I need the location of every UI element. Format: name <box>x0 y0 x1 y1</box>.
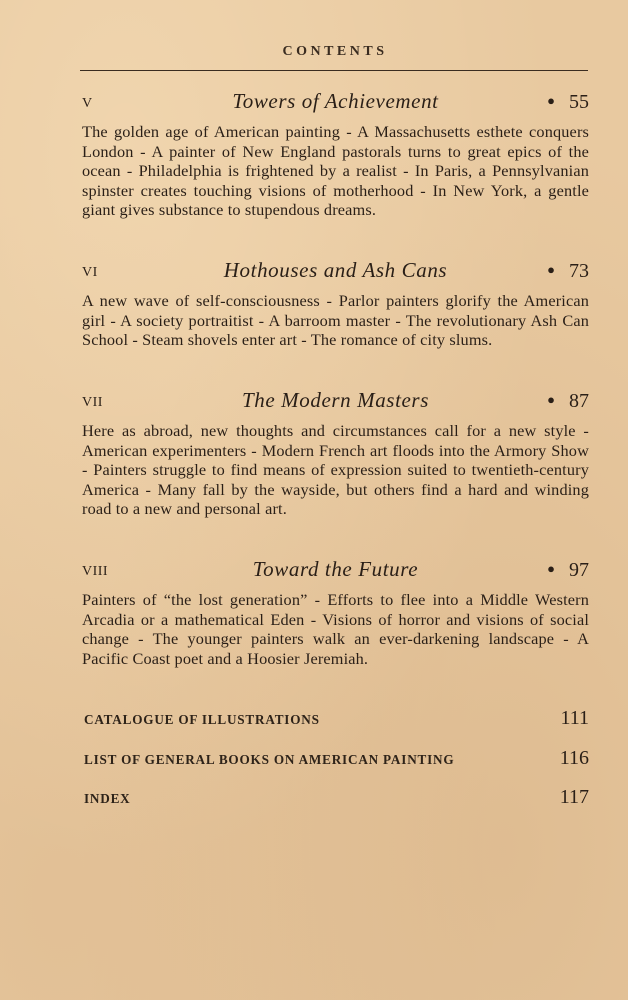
toc-entry-book-list <box>84 746 589 770</box>
chapter-numeral: VI <box>82 265 98 280</box>
chapter-title: Hothouses and Ash Cans <box>223 258 448 282</box>
bullet-icon: ● <box>547 93 555 108</box>
chapter-heading <box>82 88 589 114</box>
bullet-icon: ● <box>547 561 555 576</box>
chapter-numeral: VIII <box>82 564 109 579</box>
bullet-icon: ● <box>547 262 555 277</box>
chapter-page <box>547 260 589 283</box>
header-rule <box>80 70 588 71</box>
chapter-page-number: 87 <box>569 390 589 412</box>
chapter-heading <box>82 556 589 582</box>
chapter-page-number: 97 <box>569 559 589 581</box>
back-matter-page: 117 <box>559 786 589 808</box>
back-matter-label: INDEX <box>84 791 131 806</box>
chapter-description: A new wave of self-consciousness - Parlor painters glorify the American girl - A society portraitist - A barroom master - The revolutionary Ash Can School - Steam shovels enter art - The romance of city slums. <box>82 291 589 350</box>
chapter-title: Toward the Future <box>252 557 419 581</box>
chapter-page <box>547 559 589 582</box>
back-matter-page: 116 <box>559 747 589 769</box>
chapter-page-number: 73 <box>569 260 589 282</box>
chapter-heading <box>82 257 589 283</box>
bullet-icon: ● <box>547 392 555 407</box>
chapter-numeral: VII <box>82 395 103 410</box>
chapter-description: Here as abroad, new thoughts and circumstances call for a new style - American experimenters - Modern French art floods into the Armory Show - Painters struggle to find means of expression suited to twentieth-century America - Many fall by the wayside, but others find a hard and winding road to a new and personal art. <box>82 421 589 519</box>
toc-entry-chapter-6 <box>82 257 589 350</box>
chapter-heading <box>82 387 589 413</box>
page-header: CONTENTS <box>282 44 388 59</box>
back-matter-page: 111 <box>560 707 589 729</box>
back-matter-label: CATALOGUE OF ILLUSTRATIONS <box>84 712 320 727</box>
toc-entry-index <box>84 785 589 809</box>
back-matter-label: LIST OF GENERAL BOOKS ON AMERICAN PAINTING <box>84 752 455 767</box>
chapter-title: The Modern Masters <box>242 388 429 412</box>
toc-entry-chapter-7 <box>82 387 589 519</box>
chapter-description: Painters of “the lost generation” - Efforts to flee into a Middle Western Arcadia or a mathematical Eden - Visions of horror and visions of social change - The younger painters walk an ever-darkening landscape - A Pacific Coast poet and a Hoosier Jeremiah. <box>82 590 589 668</box>
chapter-title: Towers of Achievement <box>232 89 439 113</box>
chapter-page <box>547 91 589 114</box>
toc-entry-chapter-8 <box>82 556 589 668</box>
chapter-page <box>547 390 589 413</box>
chapter-numeral: V <box>82 96 93 111</box>
toc-entry-chapter-5 <box>82 88 589 220</box>
toc-entry-catalogue <box>84 706 589 730</box>
chapter-page-number: 55 <box>569 91 589 113</box>
chapter-description: The golden age of American painting - A Massachusetts esthete conquers London - A painter of New England pastorals turns to great epics of the ocean - Philadelphia is frightened by a realist - In Paris, a Pennsylvanian spinster creates touching visions of motherhood - In New York, a gentle giant gives substance to stupendous dreams. <box>82 122 589 220</box>
